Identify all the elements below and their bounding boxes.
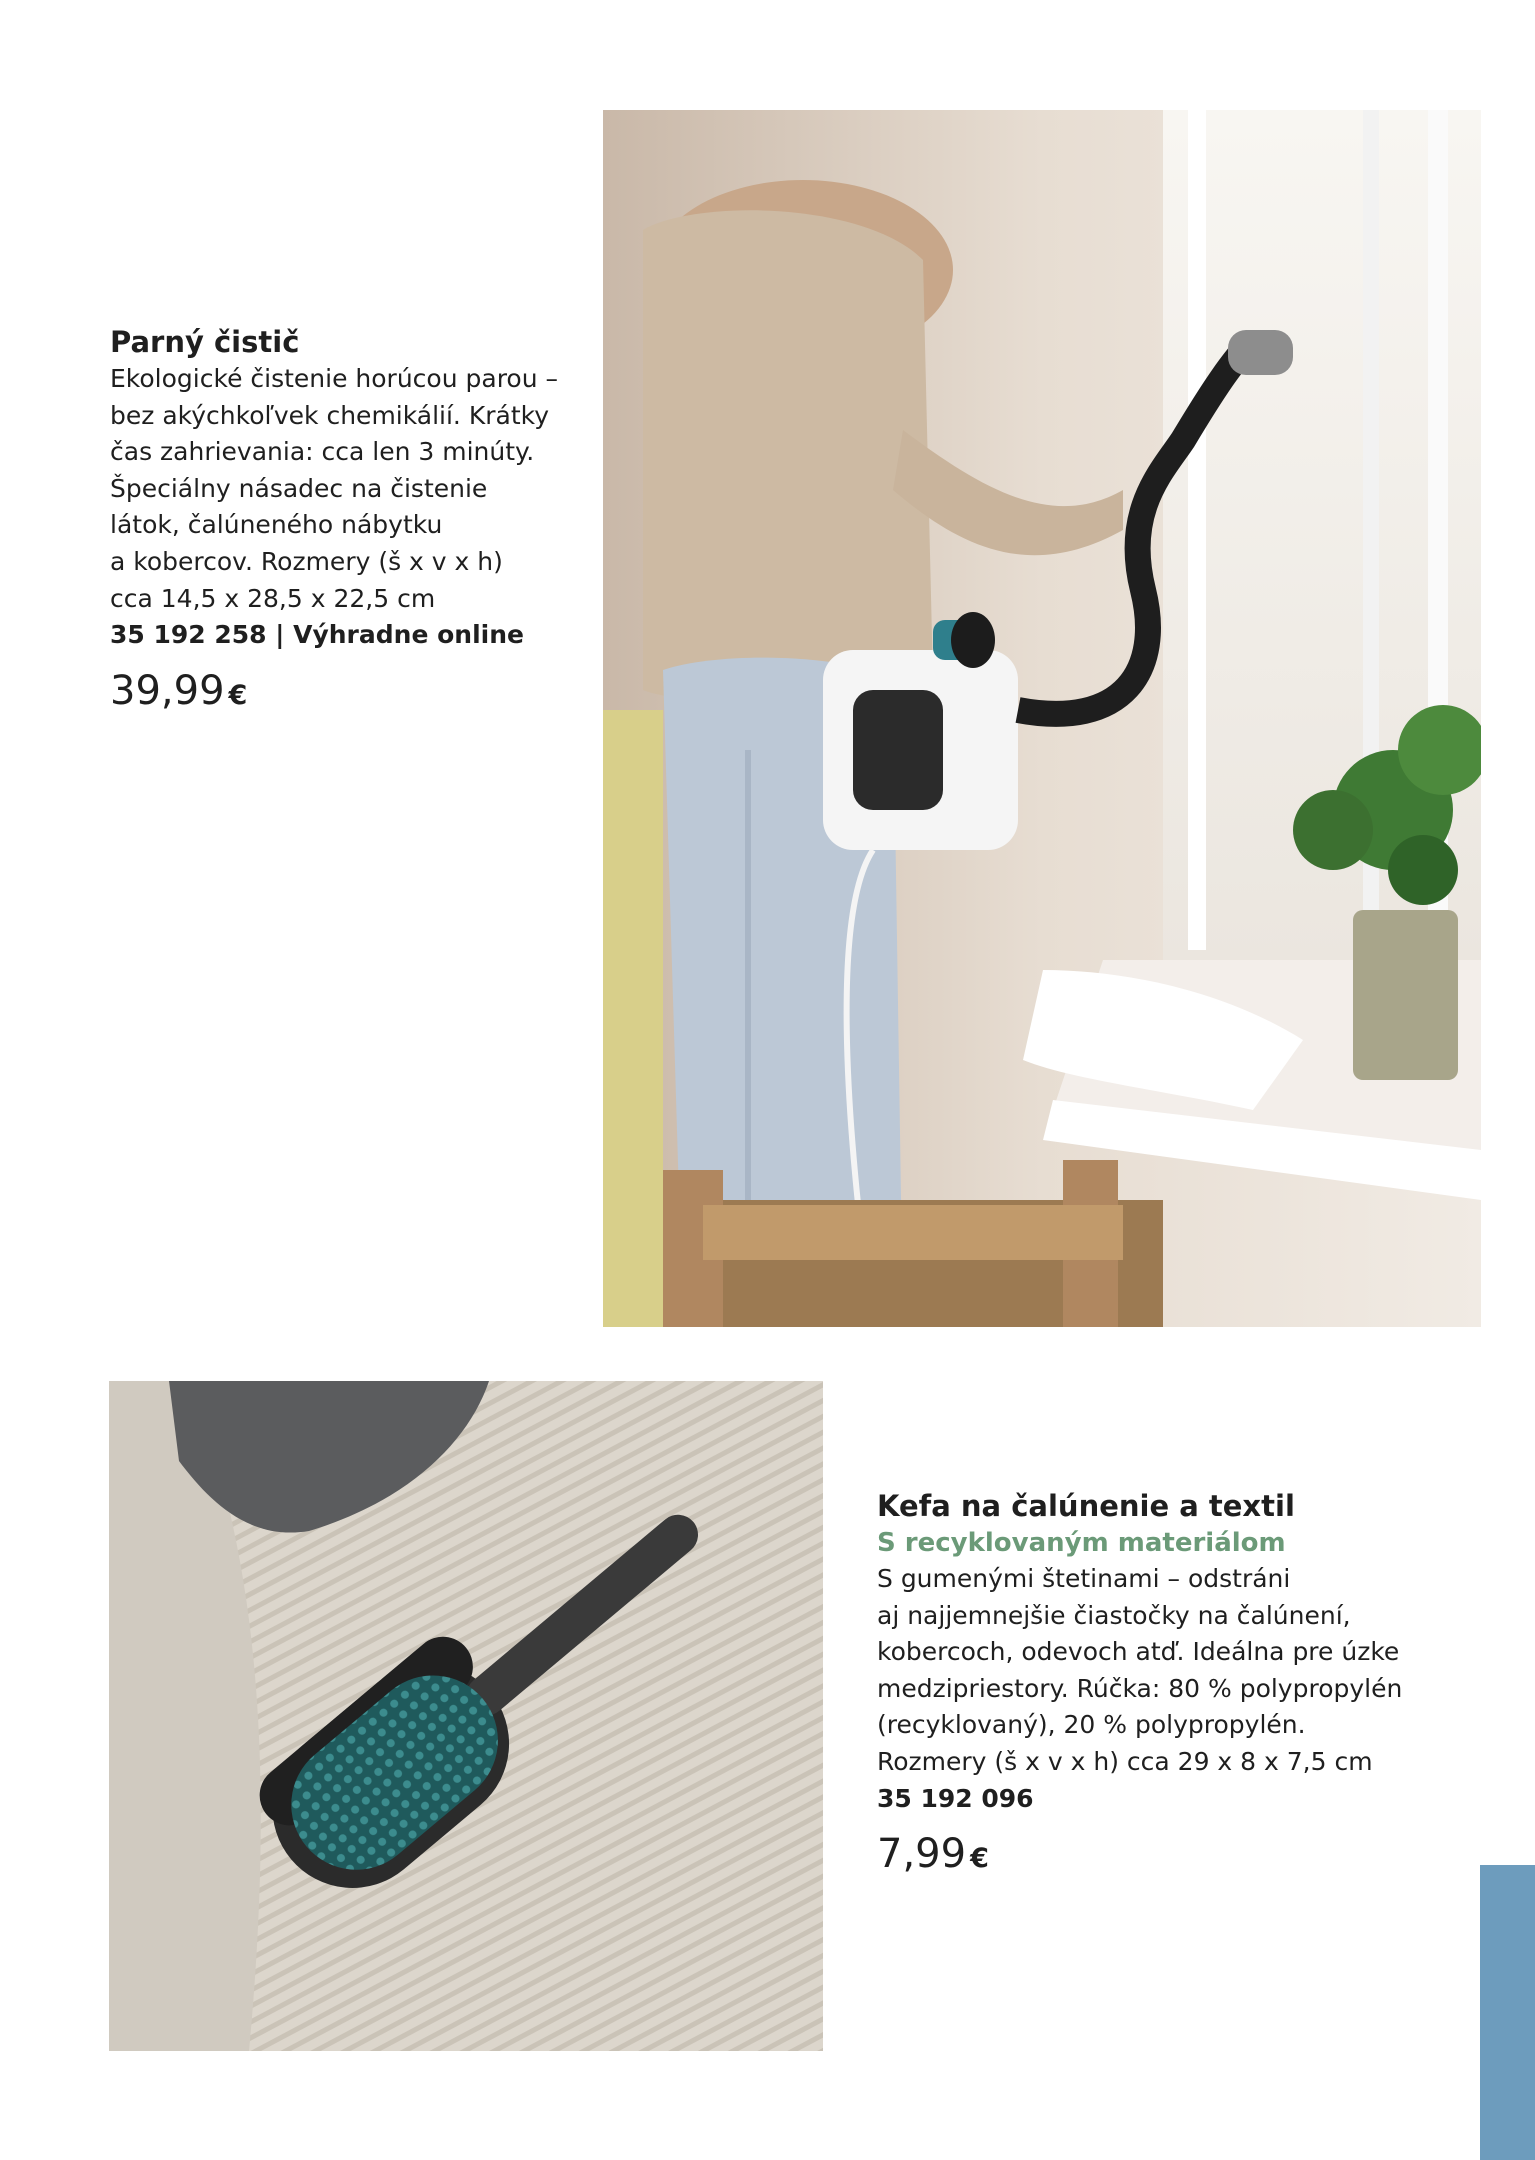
description-line: látok, čalúneného nábytku: [110, 510, 443, 540]
description-line: Ekologické čistenie horúcou parou –: [110, 364, 559, 393]
product-description: [877, 1561, 1437, 1781]
description-line: Rozmery (š x v x h) cca 29 x 8 x 7,5 cm: [877, 1746, 1373, 1776]
price: [110, 666, 580, 721]
product-steam-cleaner: [110, 323, 580, 721]
price: [877, 1829, 1437, 1884]
product-subtitle: S recyklovaným materiálom: [877, 1528, 1286, 1558]
description-line: (recyklovaný), 20 % polypropylén.: [877, 1710, 1306, 1740]
article-number: 35 192 096: [877, 1783, 1034, 1813]
description-line: čas zahrievania: cca len 3 minúty.: [110, 437, 535, 467]
steam-cleaner-photo: [603, 110, 1481, 1327]
page-side-tab: [1480, 1865, 1535, 2160]
description-line: medzipriestory. Rúčka: 80 % polypropylén: [877, 1673, 1403, 1703]
description-line: aj najjemnejšie čiastočky na čalúnení,: [877, 1600, 1351, 1630]
price-value: 39,99: [110, 667, 225, 714]
currency: €: [228, 679, 248, 711]
product-upholstery-brush: [877, 1487, 1437, 1884]
price-value: 7,99: [877, 1831, 967, 1878]
description-line: a kobercov. Rozmery (š x v x h): [110, 546, 503, 576]
product-description: [110, 361, 580, 617]
description-line: cca 14,5 x 28,5 x 22,5 cm: [110, 583, 436, 613]
upholstery-brush-photo: [109, 1381, 823, 2051]
product-title: Parný čistič: [110, 325, 300, 359]
description-line: kobercoch, odevoch atď. Ideálna pre úzke: [877, 1637, 1400, 1667]
currency: €: [970, 1843, 989, 1875]
product-title: Kefa na čalúnenie a textil: [877, 1489, 1295, 1523]
description-line: bez akýchkoľvek chemikálií. Krátky: [110, 400, 550, 430]
article-number: 35 192 258 | Výhradne online: [110, 620, 524, 650]
description-line: S gumenými štetinami – odstráni: [877, 1564, 1291, 1593]
description-line: Špeciálny násadec na čistenie: [110, 473, 488, 503]
